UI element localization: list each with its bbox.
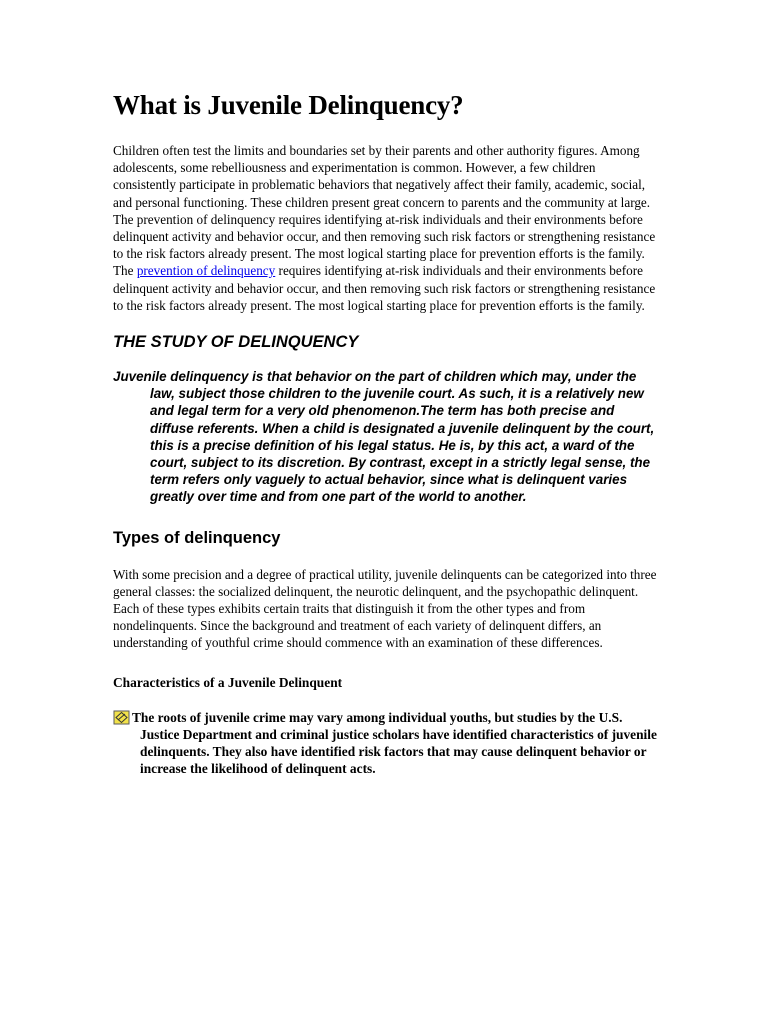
characteristics-section-heading: Characteristics of a Juvenile Delinquent — [113, 674, 343, 690]
page-title: What is Juvenile Delinquency? — [113, 90, 464, 120]
diamond-bullet-icon — [113, 710, 130, 725]
characteristics-bullet-item — [113, 709, 658, 778]
document-page — [113, 88, 658, 777]
types-section-text: With some precision and a degree of practical utility, juvenile delinquents can be categorized into three general classes: the socialized delinquent, the neurotic delinquent, and the psychopathic delinquent. Each of these types exhibits certain traits that distinguish it from the other types and from nondelinquents. Since the background and treatment of each variety of delinquent differs, an understanding of youthful crime should commence with an examination of these differences. — [113, 566, 657, 651]
second-paragraph-rest: requires identifying at-risk individuals and their environments before delinquent activity and behavior occur, and then removing such risk factors or strengthening resistance to the risk factors already present. The most logical starting place for prevention efforts is the family. — [113, 263, 656, 313]
types-section-heading: Types of delinquency — [113, 528, 281, 547]
characteristics-bullet-text: The roots of juvenile crime may vary among individual youths, but studies by the U.S. Justice Department and criminal justice scholars have identified characteristics of juvenile delinquents. They also have identified risk factors that may cause delinquent behavior or increase the likelihood of delinquent acts. — [132, 709, 657, 777]
prevention-of-delinquency-link[interactable]: prevention of delinquency — [136, 263, 276, 279]
second-paragraph-lead: The — [113, 263, 137, 279]
second-paragraph — [113, 262, 658, 314]
study-section-heading: THE STUDY OF DELINQUENCY — [113, 333, 359, 352]
study-section-text: Juvenile delinquency is that behavior on the part of children which may, under the law, subject those children to the juvenile court. As such, it is a relatively new and legal term for a very old phenomenon.The term has both precise and diffuse referents. When a child is designated a juvenile delinquent by the court, this is a precise definition of his legal status. He is, by this act, a ward of the court, subject to its discretion. By contrast, except in a strictly legal sense, the term refers only vaguely to actual behavior, since what is delinquent varies greatly over time and from one part of the world to another. — [113, 369, 655, 505]
intro-paragraph: Children often test the limits and boundaries set by their parents and other authority figures. Among adolescents, some rebelliousness and experimentation is common. However, a few children consistently participate in problematic behaviors that negatively affect their family, academic, social, and personal functioning. These children present great concern to parents and the community at large. The prevention of delinquency requires identifying at-risk individuals and their environments before delinquent activity and behavior occur, and then removing such risk factors or strengthening resistance to the risk factors already present. The most logical starting place for prevention efforts is the family. — [113, 143, 656, 262]
